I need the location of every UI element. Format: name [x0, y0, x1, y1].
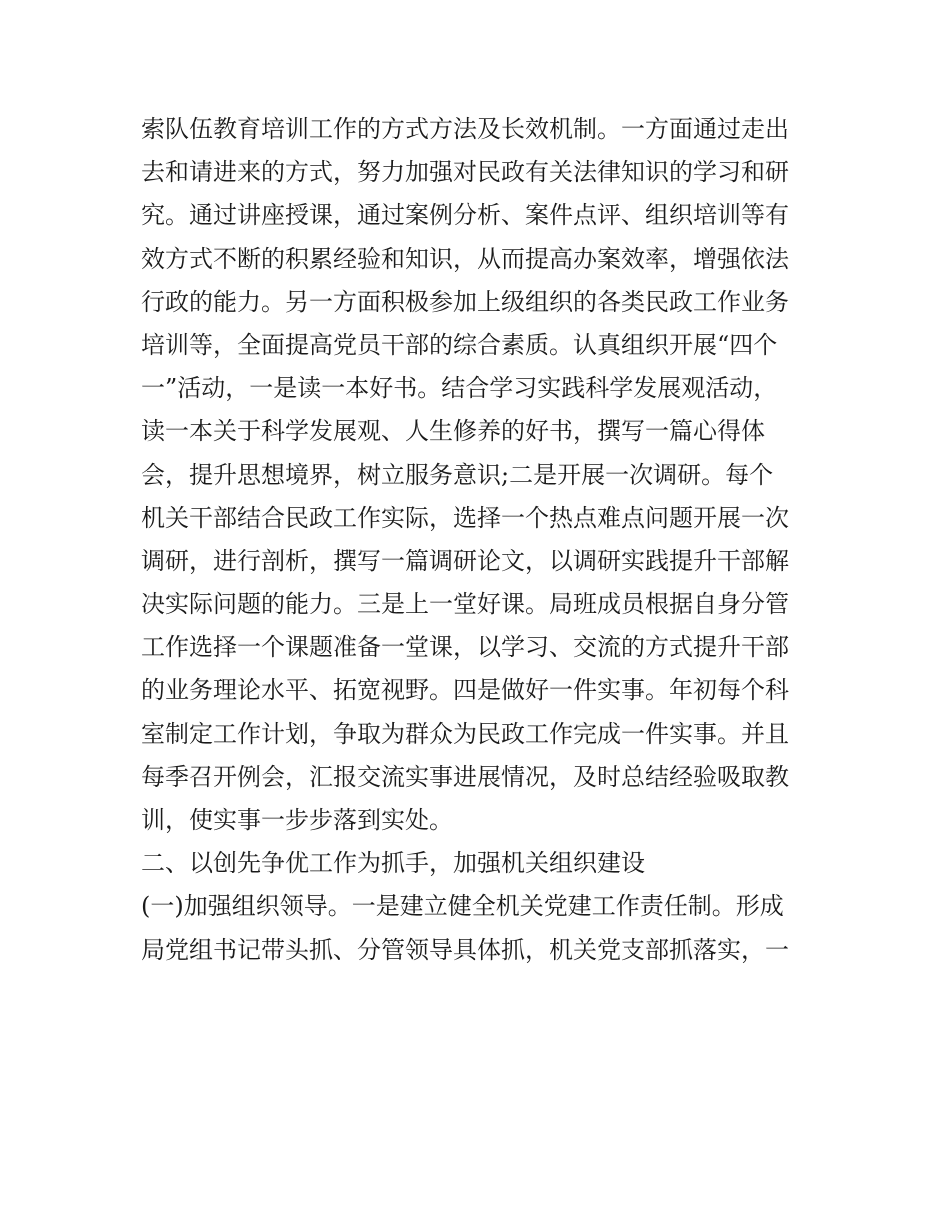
text-line: 去和请进来的方式，努力加强对民政有关法律知识的学习和研 [141, 158, 789, 187]
section-heading: 二、以创先争优工作为抓手，加强机关组织建设 [141, 849, 645, 878]
text-line: 决实际问题的能力。三是上一堂好课。局班成员根据自身分管 [141, 590, 789, 619]
text-line: 读一本关于科学发展观、人生修养的好书，撰写一篇心得体 [141, 417, 765, 446]
text-line: 的业务理论水平、拓宽视野。四是做好一件实事。年初每个科 [141, 676, 789, 705]
text-line: 调研，进行剖析，撰写一篇调研论文，以调研实践提升干部解 [141, 546, 789, 575]
text-line: 究。通过讲座授课，通过案例分析、案件点评、组织培训等有 [141, 201, 789, 230]
text-line: 一”活动，一是读一本好书。结合学习实践科学发展观活动， [141, 374, 778, 403]
document-body [141, 108, 821, 972]
text-line: 训，使实事一步步落到实处。 [141, 806, 453, 834]
text-line: 室制定工作计划，争取为群众为民政工作完成一件实事。并且 [141, 719, 789, 748]
text-line: 行政的能力。另一方面积极参加上级组织的各类民政工作业务 [141, 287, 789, 316]
subsection-line: (一)加强组织领导。一是建立健全机关党建工作责任制。形成 [141, 892, 784, 921]
text-line: 会，提升思想境界，树立服务意识;二是开展一次调研。每个 [141, 460, 774, 489]
text-line: 局党组书记带头抓、分管领导具体抓，机关党支部抓落实，一 [141, 935, 789, 964]
text-line: 工作选择一个课题准备一堂课，以学习、交流的方式提升干部 [141, 633, 789, 662]
text-line: 索队伍教育培训工作的方式方法及长效机制。一方面通过走出 [141, 115, 789, 143]
text-line: 每季召开例会，汇报交流实事进展情况，及时总结经验吸取教 [141, 762, 789, 791]
text-line: 机关干部结合民政工作实际，选择一个热点难点问题开展一次 [141, 503, 789, 532]
text-line: 效方式不断的积累经验和知识，从而提高办案效率，增强依法 [141, 244, 789, 273]
text-line: 培训等，全面提高党员干部的综合素质。认真组织开展“四个 [141, 330, 778, 359]
